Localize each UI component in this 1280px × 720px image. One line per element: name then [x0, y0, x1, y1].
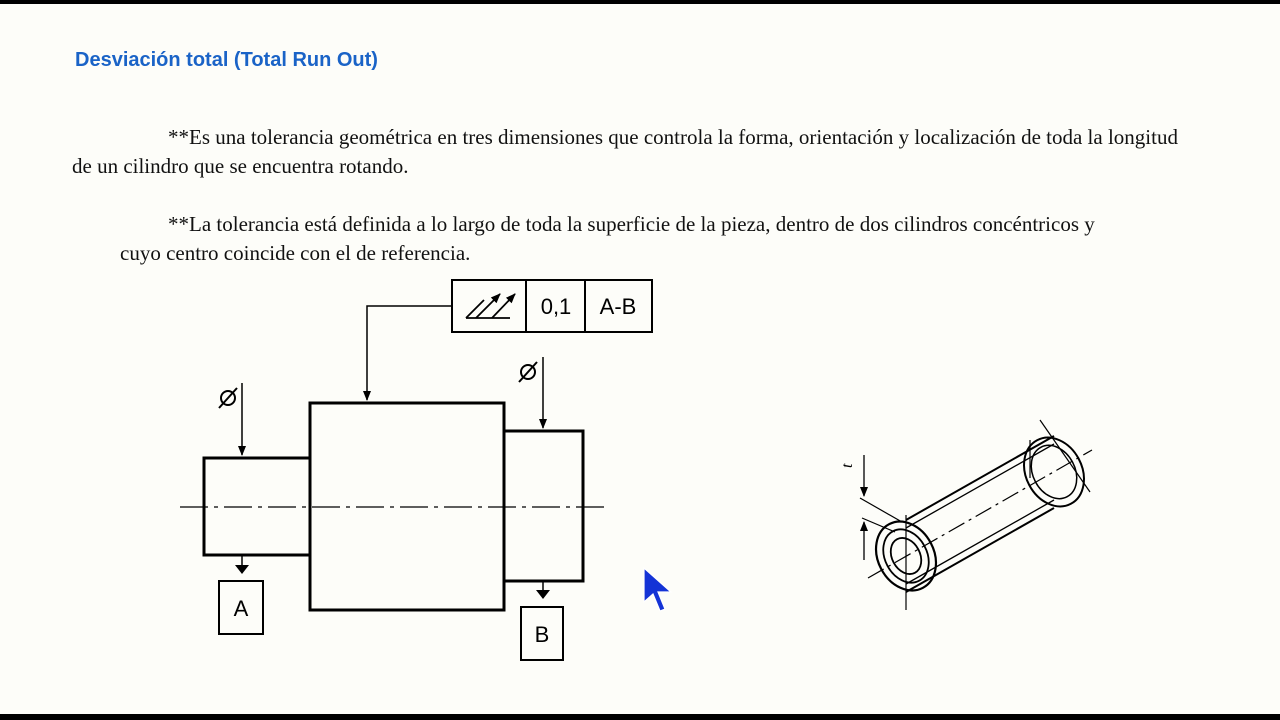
- datum-reference: A-B: [599, 294, 637, 319]
- slide: [0, 4, 1280, 714]
- diameter-symbol-left: [219, 388, 237, 408]
- slide-title: Desviación total (Total Run Out): [75, 49, 378, 71]
- datum-label-b: B: [534, 622, 550, 647]
- tolerance-zone-label: t: [839, 463, 856, 468]
- diameter-symbol-right: [519, 362, 537, 382]
- paragraph-definition: **Es una tolerancia geométrica en tres dimensiones que controla la forma, orientación y localización de toda la longitud de un cilindro que se encuentra rotando.: [72, 125, 1178, 178]
- leader-line: [367, 306, 452, 400]
- feature-control-frame: [452, 280, 652, 332]
- tolerance-value: 0,1: [540, 294, 572, 319]
- datum-label-a: A: [233, 596, 249, 621]
- shaft-side-view: [180, 403, 608, 610]
- paragraph-tolerance-zone: **La tolerancia está definida a lo largo de toda la superficie de la pieza, dentro de dos cilindros concéntricos y cuyo centro coincide con el de referencia.: [120, 212, 1095, 265]
- technical-drawing: [0, 4, 1280, 714]
- mouse-cursor-icon: [644, 568, 671, 611]
- total-runout-icon: [466, 294, 515, 318]
- tolerance-zone-isometric: [860, 420, 1096, 610]
